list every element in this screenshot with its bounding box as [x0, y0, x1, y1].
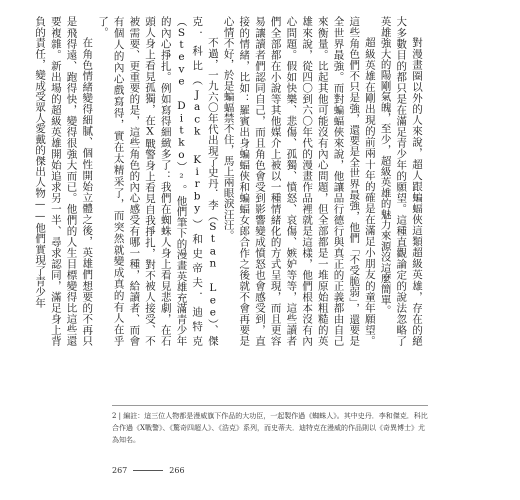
paragraph-4: 在角色情緒變得細膩、個性開始立體之後，英雄們想要的不再只是飛得遠、跑得快，變得很強大而已。他們的人生目標變得比這些還要複雜。新出場的超級英雄開始追求另一半、尋求認同，滿足身上背負的責任，變成受眾人愛戴的傑出人物——他們實現了青少年	[34, 16, 94, 346]
body-text	[34, 16, 424, 346]
page-number-right: 266	[169, 466, 185, 475]
paragraph-2: 超級英雄在剛出現的前兩十年的確是在滿足小朋友的童年願望。這些角色們不只是強，還要是全世界最強，他們「不受脆弱」，還要是全世界最強。而對蝙蝠俠來說，他讓品行德行與真正的正義都由自己來衡量。比起其他可能沒有內心問題，但全部都是一堆原始粗糙的英雄來說，從四〇到六〇年代的漫畫作品裡就是這樣，他們根本沒有內心問題。假如快樂、悲傷、孤獨、憤怒、哀傷、嫉妒等等，這些讀者們全部都在小說等其他媒介上被以一種情緒化的方式呈現，而且更容易讓讀者們認同自己，而且角色會受到影響變成憤怒也會感受到，直接的情緒，比如：羅賓出身蝙蝠俠和蝙蝠女郎合作之後就不會再要是心情不好，於是蝙蝠禁不住，馬上兩眼淚汪汪。	[222, 16, 376, 346]
paragraph-3: 不過，一九六〇年代出現了史丹．李（Stan Lee）、傑克．科比（Jack Kirby）和史帝夫．迪特克（Steve Ditko）²。他們筆下的漫畫英雄充滿青少年的內心掙扎。例如寫得細緻多了：我們在蜘蛛人身上看見悲劇，在石頭人身上看見孤獨，在X戰警身上看見自我掙扎，對不被人接受、不被需要、更重要的是，這些角色的內心感受有哪一種，給讀者、而會有個人的內心戲寫得，實在太精采了，而突然就變成真的有人在乎了。	[96, 16, 219, 346]
page-numbers	[112, 466, 185, 475]
footnote-divider	[112, 405, 428, 406]
page-number-left: 267	[112, 466, 128, 475]
folio-dash	[133, 470, 163, 471]
paragraph-1: 對漫畫圈以外的人來說，超人跟蝙蝠俠這類超級英雄，存在的絕大多數目的都只是在滿足青少年的願望。這種直觀論定的說法忽略了英雄強大的陽剛氣魄，至少，超級英雄的魅力來源沒這麼簡單。	[379, 16, 423, 346]
footnote: 2 | 編註：這三位人物都是漫威旗下作品的大功臣，一起製作過《蜘蛛人》。其中史丹．李和傑克．科比合作過《X戰警》、《驚奇四超人》、《浩克》系列，而史蒂夫．迪特克在漫威的作品則以《奇異博士》尤為知名。	[112, 412, 428, 444]
